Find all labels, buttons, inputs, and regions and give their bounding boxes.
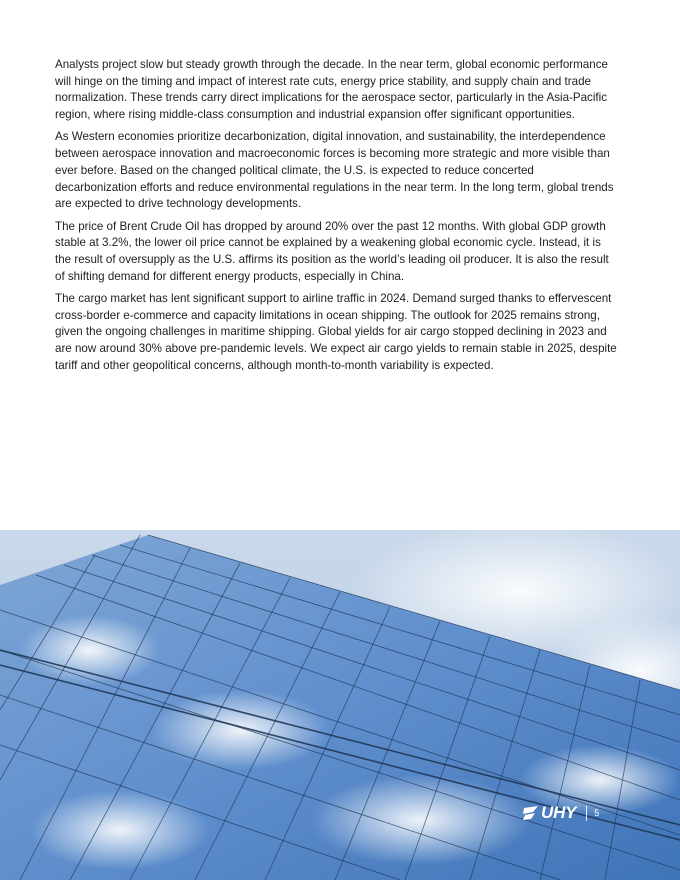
uhy-logo-mark-icon (523, 806, 539, 820)
body-text (55, 57, 617, 380)
logo-text: UHY (541, 803, 577, 822)
uhy-logo (523, 803, 599, 823)
paragraph-1: Analysts project slow but steady growth through the decade. In the near term, global economic performance will hinge on the timing and impact of interest rate cuts, energy price stability, and supply chain and trade normalization. These trends carry direct implications for the aerospace sector, particularly in the Asia-Pacific region, where rising middle-class consumption and industrial expansion offer significant opportunities. (55, 58, 608, 122)
paragraph-2: As Western economies prioritize decarbonization, digital innovation, and sustainability, the interdependence between aerospace innovation and macroeconomic forces is becoming more strategic and more visible than ever before. Based on the changed political climate, the U.S. is expected to reduce concerted decarbonization efforts and reduce environmental regulations in the near term. In the long term, global trends are expected to drive technology developments. (55, 130, 614, 211)
logo-divider (586, 806, 587, 821)
glass-building-photo (0, 530, 680, 880)
page-number: 5 (594, 808, 600, 818)
paragraph-4: The cargo market has lent significant support to airline traffic in 2024. Demand surged thanks to effervescent cross-border e-commerce and capacity limitations in ocean shipping. The outlook for 2025 remains strong, given the ongoing challenges in maritime shipping. Global yields for air cargo stopped declining in 2023 and are now around 30% above pre-pandemic levels. We expect air cargo yields to remain stable in 2025, despite tariff and other geopolitical concerns, although month-to-month variability is expected. (55, 291, 617, 372)
paragraph-3: The price of Brent Crude Oil has dropped by around 20% over the past 12 months. With global GDP growth stable at 3.2%, the lower oil price cannot be explained by a weakening global economic cycle. Instead, it is the result of oversupply as the U.S. affirms its position as the world’s leading oil producer. It is also the result of shifting demand for different energy products, especially in China. (55, 219, 609, 283)
